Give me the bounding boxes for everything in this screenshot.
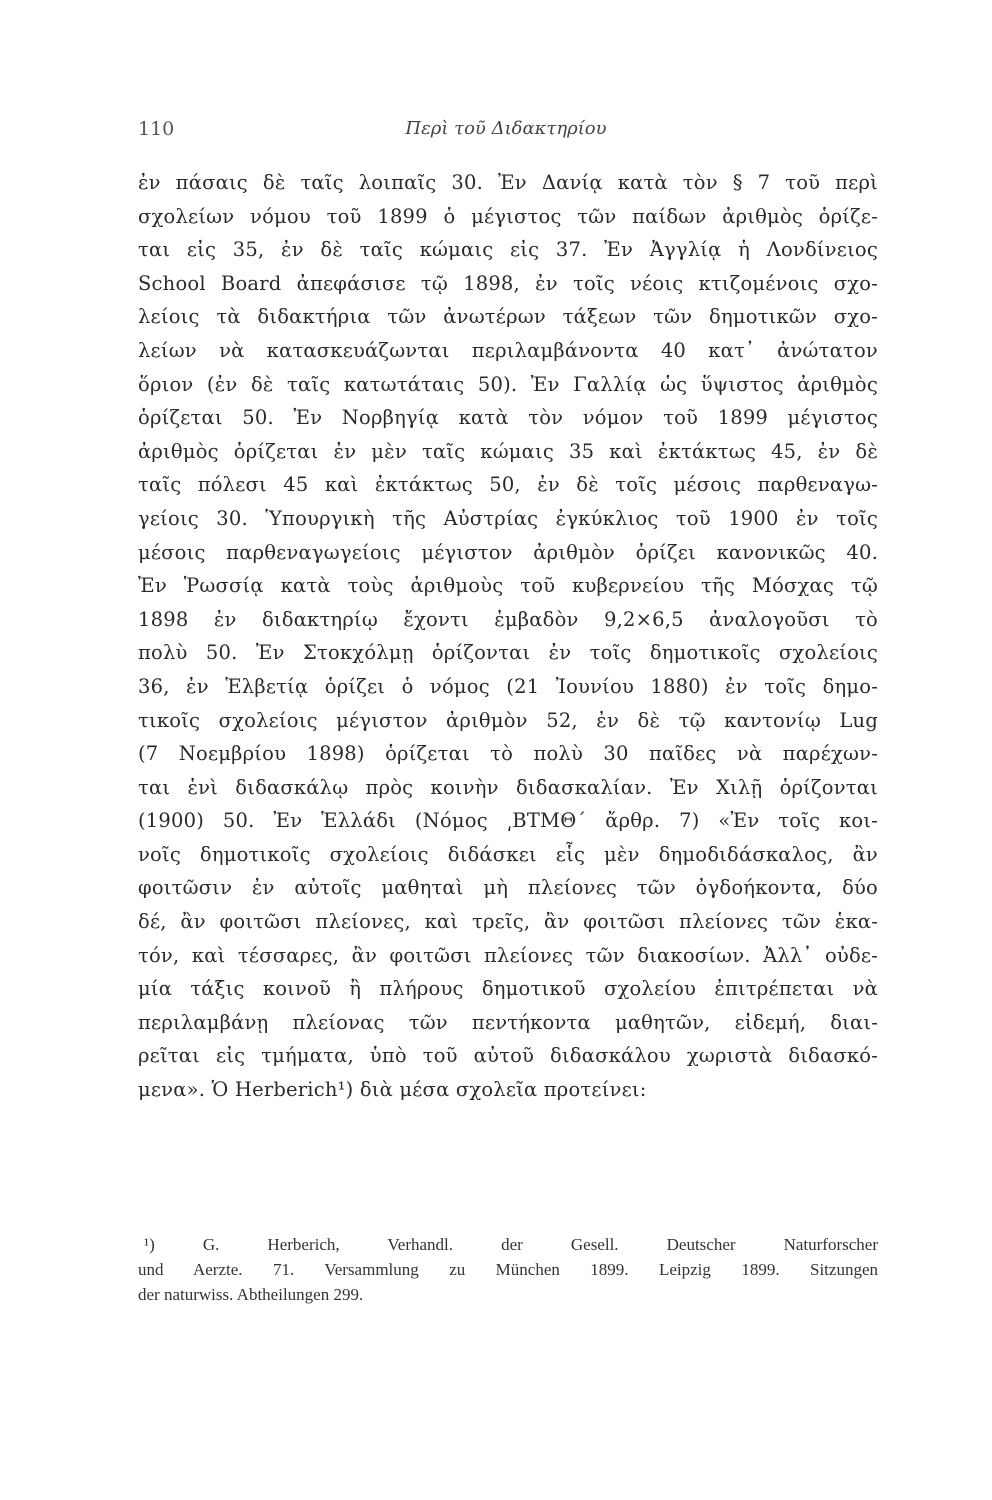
- text-line: λείοις τὰ διδακτήρια τῶν ἀνωτέρων τάξεων τῶν δημοτικῶν σχο-: [138, 305, 878, 329]
- text-line: ταῖς πόλεσι 45 καὶ ἐκτάκτως 50, ἐν δὲ τοῖς μέσοις παρθεναγω-: [138, 473, 878, 497]
- text-line: μέσοις παρθεναγωγείοις μέγιστον ἀριθμὸν ὁρίζει κανονικῶς 40.: [138, 540, 878, 564]
- footnote-line: der naturwiss. Abtheilungen 299.: [138, 1285, 364, 1304]
- text-line: λείων νὰ κατασκευάζωνται περιλαμβάνοντα 40 κατ᾽ ἀνώτατον: [138, 338, 878, 362]
- footnote-line: ¹) G. Herberich, Verhandl. der Gesell. Deutscher Naturforscher: [144, 1235, 878, 1254]
- text-line: γείοις 30. Ὑπουργικὴ τῆς Αὐστρίας ἐγκύκλιος τοῦ 1900 ἐν τοῖς: [138, 506, 878, 530]
- text-line: ἐν πάσαις δὲ ταῖς λοιπαῖς 30. Ἐν Δανίᾳ κατὰ τὸν § 7 τοῦ περὶ: [138, 171, 878, 194]
- footnotes: [138, 1232, 878, 1307]
- text-line: ὅριον (ἐν δὲ ταῖς κατωτάταις 50). Ἐν Γαλλίᾳ ὡς ὕψιστος ἀριθμὸς: [138, 372, 878, 396]
- text-line: πολὺ 50. Ἐν Στοκχόλμῃ ὁρίζονται ἐν τοῖς δημοτικοῖς σχολείοις: [138, 641, 878, 665]
- text-line: σχολείων νόμου τοῦ 1899 ὁ μέγιστος τῶν παίδων ἀριθμὸς ὁρίζε-: [138, 204, 878, 228]
- text-line: (7 Νοεμβρίου 1898) ὁρίζεται τὸ πολὺ 30 παῖδες νὰ παρέχων-: [138, 742, 878, 766]
- text-line: 1898 ἐν διδακτηρίῳ ἔχοντι ἐμβαδὸν 9,2×6,5 ἀναλογοῦσι τὸ: [138, 607, 878, 631]
- text-line: τικοῖς σχολείοις μέγιστον ἀριθμὸν 52, ἐν δὲ τῷ καντονίῳ Lug: [138, 708, 878, 732]
- text-line: νοῖς δημοτικοῖς σχολείοις διδάσκει εἷς μὲν δημοδιδάσκαλος, ἂν: [138, 842, 878, 866]
- text-line: ρεῖται εἰς τμήματα, ὑπὸ τοῦ αὐτοῦ διδασκάλου χωριστὰ διδασκό-: [138, 1044, 878, 1068]
- page-number: 110: [138, 118, 175, 140]
- footnote-line: und Aerzte. 71. Versammlung zu München 1899. Leipzig 1899. Sitzungen: [138, 1260, 878, 1279]
- text-line: φοιτῶσιν ἐν αὐτοῖς μαθηταὶ μὴ πλείονες τῶν ὀγδοήκοντα, δύο: [138, 876, 878, 900]
- text-line: (1900) 50. Ἐν Ἑλλάδι (Νόμος ͵ΒΤΜΘ΄ ἄρθρ. 7) «Ἐν τοῖς κοι-: [138, 809, 878, 833]
- text-line: School Board ἀπεφάσισε τῷ 1898, ἐν τοῖς νέοις κτιζομένοις σχο-: [138, 271, 878, 295]
- text-line: τόν, καὶ τέσσαρες, ἂν φοιτῶσι πλείονες τῶν διακοσίων. Ἀλλ᾽ οὐδε-: [138, 943, 878, 967]
- page-header: [138, 118, 874, 144]
- text-line: ται εἰς 35, ἐν δὲ ταῖς κώμαις εἰς 37. Ἐν Ἀγγλίᾳ ἡ Λονδίνειος: [138, 238, 878, 262]
- text-line: ὁρίζεται 50. Ἐν Νορβηγίᾳ κατὰ τὸν νόμον τοῦ 1899 μέγιστος: [138, 406, 878, 430]
- running-title: Περὶ τοῦ Διδακτηρίου: [405, 118, 607, 139]
- text-line: μία τάξις κοινοῦ ἢ πλήρους δημοτικοῦ σχολείου ἐπιτρέπεται νὰ: [138, 977, 878, 1001]
- text-line: μενα». Ὁ Herberich¹) διὰ μέσα σχολεῖα προτείνει:: [138, 1078, 647, 1102]
- text-line: 36, ἐν Ἑλβετίᾳ ὁρίζει ὁ νόμος (21 Ἰουνίου 1880) ἐν τοῖς δημο-: [138, 674, 878, 698]
- text-line: Ἐν Ῥωσσίᾳ κατὰ τοὺς ἀριθμοὺς τοῦ κυβερνείου τῆς Μόσχας τῷ: [138, 574, 878, 598]
- text-line: ἀριθμὸς ὁρίζεται ἐν μὲν ταῖς κώμαις 35 καὶ ἐκτάκτως 45, ἐν δὲ: [138, 439, 878, 463]
- text-line: δέ, ἂν φοιτῶσι πλείονες, καὶ τρεῖς, ἂν φοιτῶσι πλείονες τῶν ἑκα-: [138, 910, 878, 934]
- body-text: [138, 166, 878, 1107]
- text-line: περιλαμβάνῃ πλείονας τῶν πεντήκοντα μαθητῶν, εἰδεμή, διαι-: [138, 1010, 878, 1034]
- text-line: ται ἑνὶ διδασκάλῳ πρὸς κοινὴν διδασκαλίαν. Ἐν Χιλῇ ὁρίζονται: [138, 775, 878, 799]
